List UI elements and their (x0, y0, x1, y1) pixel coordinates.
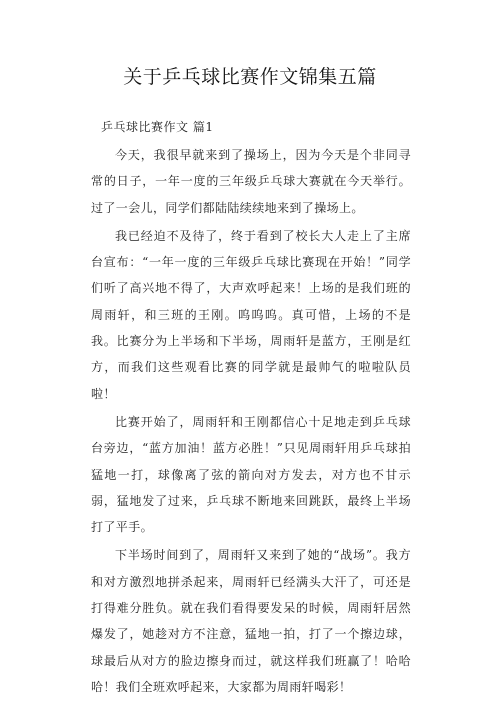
paragraph: 下半场时间到了，周雨轩又来到了她的“战场”。我方和对方激烈地拼杀起来，周雨轩已经满头大汗了，可还是打得难分胜负。就在我们看得要发呆的时候，周雨轩居然爆发了，她趁对方不注意，猛地一拍，打了一个擦边球，球最后从对方的脸边擦身而过，就这样我们班赢了！哈哈哈！我们全班欢呼起来，大家都为周雨轩喝彩！ (91, 548, 411, 694)
paragraph: 我已经迫不及待了，终于看到了校长大人走上了主席台宣布：“一年一度的三年级乒乓球比赛现在开始！”同学们听了高兴地不得了，大声欢呼起来！上场的是我们班的周雨轩，和三班的王刚。呜呜呜。真可惜，上场的不是我。比赛分为上半场和下半场，周雨轩是蓝方，王刚是红方，而我们这些观看比赛的同学就是最帅气的啦啦队员啦！ (91, 228, 411, 401)
paragraph: 今天，我很早就来到了操场上，因为今天是个非同寻常的日子，一年一度的三年级乒乓球大赛就在今天举行。过了一会儿，同学们都陆陆续续地来到了操场上。 (91, 148, 411, 215)
section-heading: 乒乓球比赛作文 篇1 (101, 120, 214, 134)
paragraph: 比赛开始了，周雨轩和王刚都信心十足地走到乒乓球台旁边，“蓝方加油！蓝方必胜！”只见周雨轩用乒乓球拍猛地一打，球像离了弦的箭向对方发去，对方也不甘示弱，猛地发了过来，乒乓球不断地来回跳跃，最终上半场打了平手。 (91, 414, 411, 535)
document-title: 关于乒乓球比赛作文锦集五篇 (123, 66, 377, 88)
essay-body (91, 142, 411, 702)
